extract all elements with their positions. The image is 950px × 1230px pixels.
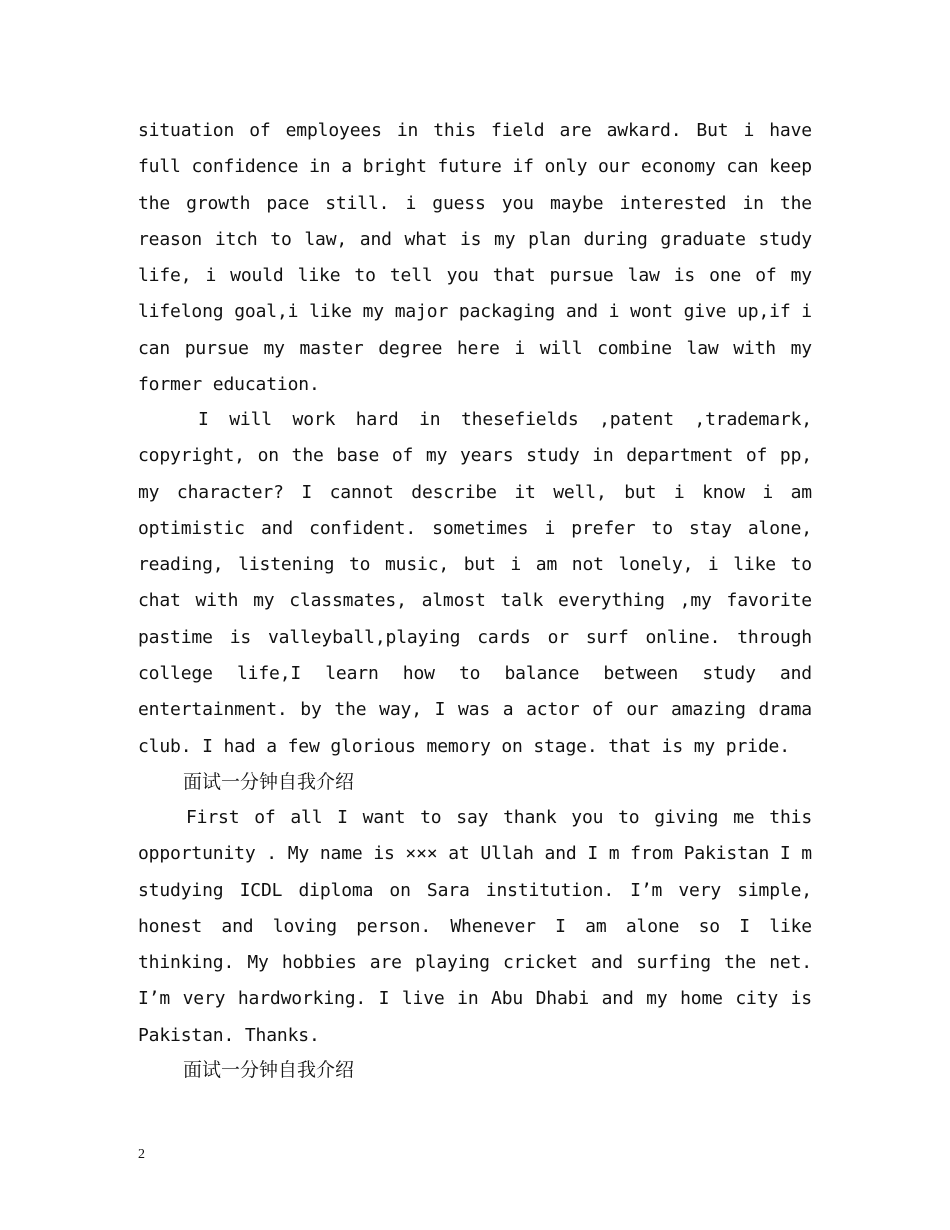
section-heading: 面试一分钟自我介绍 [183, 771, 355, 793]
body-paragraph: situation of employees in this field are awkard. But i have full confidence in a bright future if only our economy can keep the growth pace still. i guess you maybe interested in the reason itch to law, and what is my plan during graduate study life, i would like to tell you that pursue law is one of my lifelong goal,i like my major packaging and i wont give up,if i can pursue my master degree here i will combine law with my former education. [138, 120, 812, 396]
section-heading: 面试一分钟自我介绍 [183, 1059, 355, 1081]
body-paragraph: First of all I want to say thank you to giving me this opportunity . My name is ××× at Ullah and I m from Pakistan I m studying ICDL diploma on Sara institution. I’m very simple, honest and loving person. Whenever I am alone so I like thinking. My hobbies are playing cricket and surfing the net. I’m very hardworking. I live in Abu Dhabi and my home city is Pakistan. Thanks. [138, 807, 812, 1046]
body-paragraph: I will work hard in thesefields ,patent ,trademark, copyright, on the base of my years study in department of pp, my character? I cannot describe it well, but i know i am optimistic and confident. sometimes i prefer to stay alone, reading, listening to music, but i am not lonely, i like to chat with my classmates, almost talk everything ,my favorite pastime is valleyball,playing cards or surf online. through college life,I learn how to balance between study and entertainment. by the way, I was a actor of our amazing drama club. I had a few glorious memory on stage. that is my pride. [138, 409, 812, 757]
page-number: 2 [138, 1147, 145, 1162]
